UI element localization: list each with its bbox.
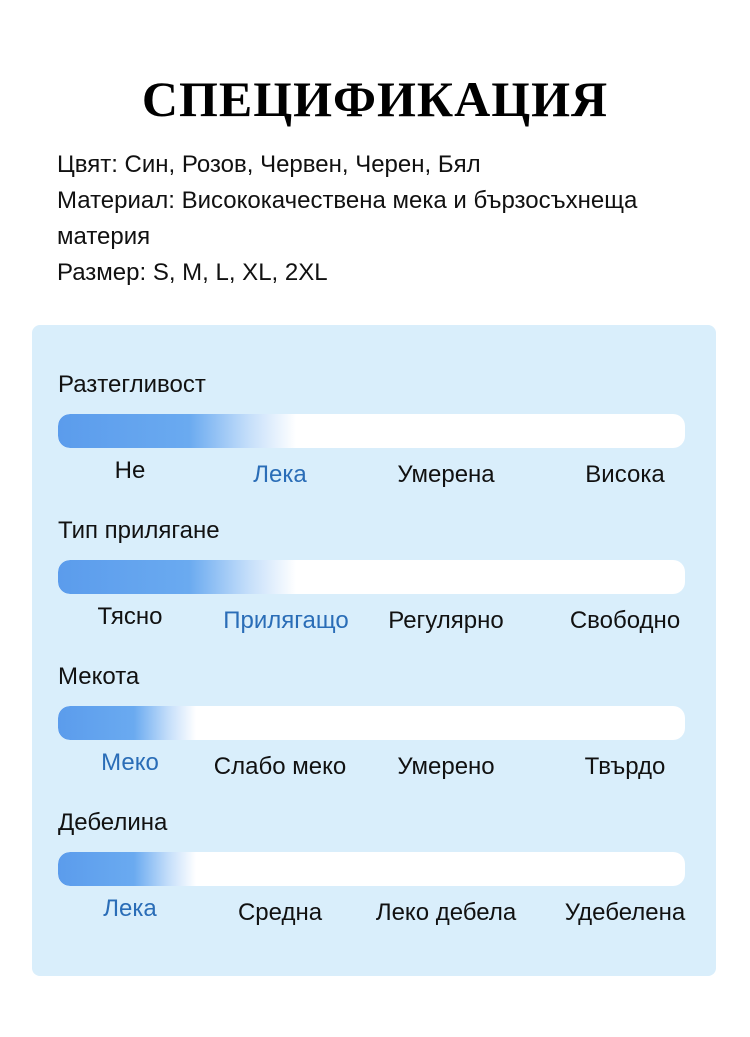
option-label: Свободно bbox=[569, 607, 681, 634]
option-label: Лека bbox=[253, 461, 307, 488]
level-bar-fill bbox=[58, 852, 196, 886]
level-bar bbox=[58, 414, 685, 448]
option-label: Леко дебела bbox=[375, 899, 517, 926]
spec-list bbox=[57, 147, 707, 291]
spec-color: Цвят: Син, Розов, Червен, Черен, Бял bbox=[57, 151, 481, 178]
option-label: Меко bbox=[101, 749, 159, 776]
option-label: Тясно bbox=[97, 603, 163, 630]
attribute-label: Мекота bbox=[58, 663, 140, 690]
level-bar bbox=[58, 560, 685, 594]
option-label: Удебелена bbox=[564, 899, 686, 926]
level-bar bbox=[58, 706, 685, 740]
level-bar bbox=[58, 852, 685, 886]
option-scale bbox=[58, 896, 685, 930]
spec-material: Материал: Висококачествена мека и бързосъхнеща материя bbox=[57, 187, 638, 250]
page-title: СПЕЦИФИКАЦИЯ bbox=[141, 71, 609, 127]
option-label: Умерено bbox=[397, 753, 495, 780]
option-label: Висока bbox=[585, 461, 665, 488]
attributes-panel bbox=[32, 325, 716, 976]
option-scale bbox=[58, 750, 685, 784]
option-label: Прилягащо bbox=[223, 607, 349, 634]
option-label: Регулярно bbox=[388, 607, 504, 634]
option-label: Не bbox=[114, 457, 146, 484]
option-label: Твърдо bbox=[584, 753, 666, 780]
option-label: Лека bbox=[103, 895, 157, 922]
level-bar-fill bbox=[58, 560, 296, 594]
option-label: Умерена bbox=[397, 461, 495, 488]
spec-size: Размер: S, M, L, XL, 2XL bbox=[57, 259, 328, 286]
attribute-label: Разтегливост bbox=[58, 371, 206, 398]
level-bar-fill bbox=[58, 706, 196, 740]
level-bar-fill bbox=[58, 414, 296, 448]
option-scale bbox=[58, 604, 685, 638]
attribute-label: Дебелина bbox=[58, 809, 168, 836]
option-scale bbox=[58, 458, 685, 492]
option-label: Слабо меко bbox=[213, 753, 347, 780]
option-label: Средна bbox=[237, 899, 323, 926]
attribute-label: Тип прилягане bbox=[58, 517, 220, 544]
